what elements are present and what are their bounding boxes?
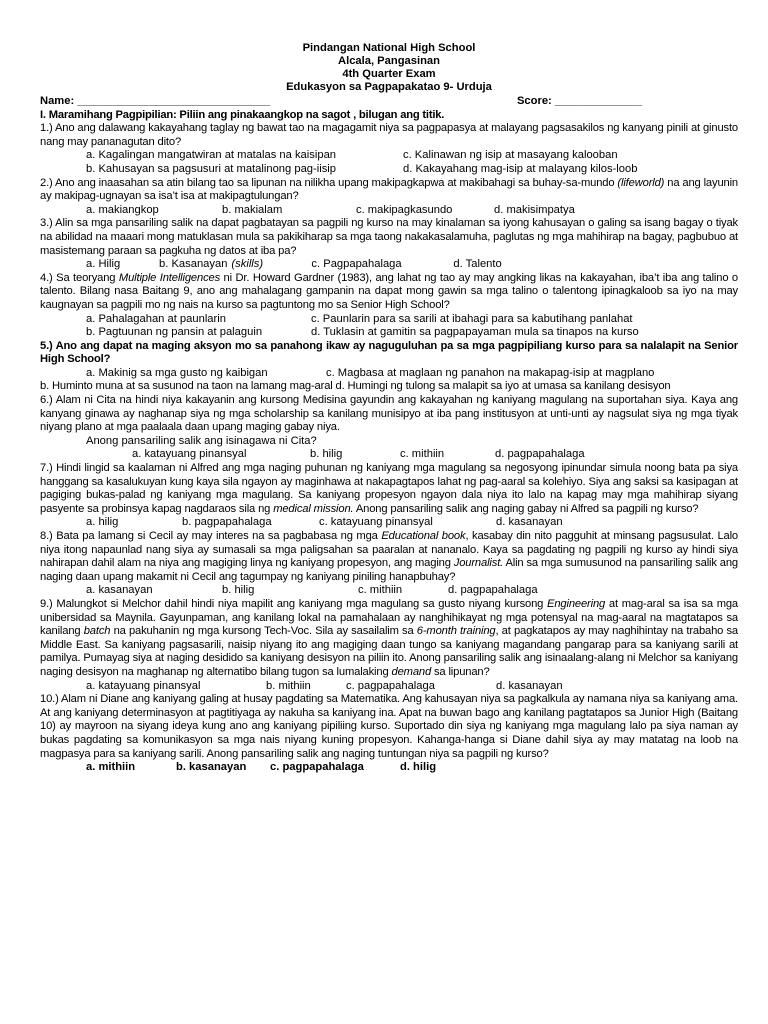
choice: b. Kahusayan sa pagsusuri at matalinong pag-iisip <box>86 162 337 175</box>
question-text: , kasabay din nito pagguhit at minsang pagsusulat. Lalo niya itong napaunlad nang siya ay sumasali sa mga paligsahan sa paaralan at nananalo. Kaya sa pagdating ng pagpili ng kurso ay hindi siya nahirapan dahil alam na niya ang magiging linya ng kaniyang propesyon, ang maging <box>40 530 738 570</box>
choice: a. hilig <box>86 516 119 529</box>
question-10-choices <box>40 761 738 775</box>
exam-header <box>40 42 738 94</box>
choice: d. Tuklasin at gamitin sa pagpapayaman mula sa tinapos na kurso <box>311 326 639 339</box>
choice: a. kasanayan <box>86 584 153 597</box>
question-4-choices <box>40 313 738 340</box>
score-field: Score: ______________ <box>516 95 642 107</box>
question-5-choices <box>40 367 738 381</box>
question-1-choices <box>40 149 738 176</box>
choice: d. Kakayahang mag-isip at malayang kilos-loob <box>403 162 638 175</box>
directions: I. Maramihang Pagpipilian: Piliin ang pinakaangkop na sagot , bilugan ang titik. <box>40 108 445 121</box>
name-field: Name: _______________________________ <box>40 95 271 107</box>
question-2-choices <box>40 204 738 218</box>
question-emphasis: Educational book <box>381 530 466 542</box>
question-text: 4.) Sa teoryang <box>40 271 119 284</box>
question-text: 9.) Malungkot si Melchor dahil hindi niya mapilit ang kaniyang mga magulang sa gusto niyang kursong <box>40 597 548 610</box>
question-emphasis: Multiple Intelligences <box>118 271 221 284</box>
question-5: 5.) Ano ang dapat na maging aksyon mo sa panahong ikaw ay naguguluhan pa sa mga pagpipiliang kurso para sa nalalapit na Senior High School? <box>40 339 738 366</box>
choice: b. Pagtuunan ng pansin at palaguin <box>86 326 263 339</box>
question-6-choices <box>40 448 738 462</box>
choice: a. mithiin <box>86 761 136 774</box>
choice: b. pagpapahalaga <box>182 516 272 529</box>
choice: b. makialam <box>222 203 283 216</box>
choice: c. Magbasa at maglaan ng panahon na makapag-isip at magplano <box>326 366 655 379</box>
question-emphasis: Journalist. <box>453 557 504 570</box>
question-5-choice-line: b. Huminto muna at sa susunod na taon na lamang mag-aral d. Humingi ng tulong sa malapit sa iyo at umasa sa kanilang desisyon <box>40 380 671 393</box>
choice: b. mithiin <box>266 679 311 692</box>
question-text: na ang layunin ay makipag-ugnayan sa isa’t isa at makipagtulungan? <box>40 176 738 203</box>
question-3-choices <box>40 258 738 272</box>
name-score-row <box>40 95 738 109</box>
question-8 <box>40 530 738 584</box>
question-1: 1.) Ano ang dalawang kakayahang taglay ng bawat tao na magagamit niya sa pagpapasya at malayang pagsasakilos ng kanyang pinili at ginusto nang may pananagutan dito? <box>40 122 738 148</box>
choice: c. mithiin <box>400 448 445 461</box>
question-8-choices <box>40 584 738 598</box>
question-text: Anong pansariling salik ang naging gabay ni Alfred sa pagpili ng kurso? <box>353 502 699 515</box>
choice: a. katayuang pinansyal <box>86 679 201 692</box>
question-emphasis: medical mission. <box>273 502 354 515</box>
choice: b. hilig <box>222 584 255 597</box>
choice: b. Kasanayan <box>159 258 228 271</box>
question-text: at mag-aral sa isa sa mga unibersidad sa Maynila. Gayunpaman, ang kanilang lokal na pamahalaan ay nanghihikayat ng mga potensyal na mag-aaral na magtatapos sa kanilang <box>40 597 739 638</box>
question-10: 10.) Alam ni Diane ang kaniyang galing at husay pagdating sa Matematika. Ang kahusayan niya sa pagkalkula ay namana niya sa kaniyang ama. At ang kaniyang determinasyon at pagtitiyaga ay nakuha sa kaniyang ina. Apat na buwan bago ang kanilang pagtatapos sa Junior High (Baitang 10) ay mayroon na siyang ideya kung ano ang kaniyang pipiliing kurso. Suportado din siya ng kaniyang mga magulang lalo pa siya naman ay bukas pagdating sa komunikasyon sa mga nais niyang kuning propesyon. Kahanga-hanga si Diane dahil siya ay may matatag na loob na magpasya para sa kaniyang sarili. Anong pansariling salik ang naging tuntungan niya sa pagpili ng kurso? <box>40 693 738 760</box>
choice: c. pagpapahalaga <box>270 761 364 774</box>
choice: a. katayuang pinansyal <box>132 448 247 461</box>
choice: d. kasanayan <box>496 516 563 529</box>
choice: d. pagpapahalaga <box>448 584 538 597</box>
choice: c. Kalinawan ng isip at masayang kalooban <box>403 149 618 162</box>
choice: d. Talento <box>453 258 502 271</box>
question-text: Alin sa mga sumusunod na pansariling salik ang naging daan upang makamit ni Cecil ang tagumpay ng kaniyang piniling hanapbuhay? <box>40 557 738 583</box>
question-text: 7.) Hindi lingid sa kaalaman ni Alfred ang mga naging puhunan ng kaniyang mga magulang sa negosyong ipinundar simula noong bata pa siya hanggang sa kasalukuyan kung kaya sila ngayon ay maginhawa at nakapagtapos lahat ng pag-aaral sa kolehiyo. Siya ang saksi sa kasipagan at pagiging bukas-palad ng kaniyang mga magulang. Sa kaniyang propesyon ngayon dala niya ito lalo na kapag may mga mahihirap siyang pasyente sa probinsya kapag nagdaraos sila ng <box>40 462 738 515</box>
question-3: 3.) Alin sa mga pansariling salik na dapat pagbatayan sa pagpili ng kurso na may kinalaman sa iyong kahusayan o galing sa isang bagay o tiyak na abilidad na maaari mong matuklasan mula sa pakikiharap sa mga taong nakakasalamuha, paglutas ng mga mahihirap na bagay, pagbubuo at masistemang paraan sa pagkuha ng datos at iba pa? <box>40 217 738 257</box>
question-6-prompt: Anong pansariling salik ang isinagawa ni Cita? <box>86 434 317 447</box>
choice: b. hilig <box>310 448 343 461</box>
question-text: sa lipunan? <box>431 665 490 678</box>
question-4 <box>40 272 738 313</box>
question-text: 2.) Ano ang inaasahan sa atin bilang tao sa lipunan na nilikha upang makipagkapwa at makibahagi sa buhay-sa-mundo <box>40 176 618 189</box>
choice: b. kasanayan <box>176 761 247 774</box>
question-emphasis: (lifeworld) <box>617 176 665 189</box>
choice: c. mithiin <box>358 584 403 597</box>
school-name: Pindangan National High School <box>302 42 476 54</box>
choice: a. makiangkop <box>86 203 159 216</box>
choice: a. Pahalagahan at paunlarin <box>86 312 226 325</box>
question-7-choices <box>40 516 738 530</box>
choice-emphasis: (skills) <box>231 258 264 271</box>
choice: a. Kagalingan mangatwiran at matalas na kaisipan <box>86 149 337 162</box>
question-emphasis: batch <box>83 625 111 638</box>
question-2 <box>40 177 738 204</box>
choice: c. Paunlarin para sa sarili at ibahagi para sa kabutihang panlahat <box>311 312 633 325</box>
choice: c. makipagkasundo <box>356 203 453 216</box>
question-text: , at pagkatapos ay may naghihintay na trabaho sa Middle East. Sa kaniyang pagsasarili, naisip niyang ito ang magiging daan tungo sa kaniyang magandang pangarap para sa kaniyang sarili at pamilya. Pumayag siya at naging desidido sa kaniyang desisyon na piliin ito. Anong pansariling salik ang isinaalang-alang ni Melchor sa kaniyang naging desisyon na maghanap ng alternatibo bilang tugon sa lumalaking <box>40 625 739 678</box>
question-text: na pakuhanin ng mga kursong Tech-Voc. Sila ay sasailalim sa <box>110 625 417 638</box>
choice: d. kasanayan <box>496 679 563 692</box>
question-9 <box>40 598 738 680</box>
choice: c. Pagpapahalaga <box>311 258 402 271</box>
subject-title: Edukasyon sa Pagpapakatao 9- Urduja <box>286 81 492 93</box>
exam-title: 4th Quarter Exam <box>342 68 436 80</box>
question-text: 8.) Bata pa lamang si Cecil ay may interes na sa pagbabasa ng mga <box>40 530 382 542</box>
choice: d. makisimpatya <box>494 203 575 216</box>
choice: c. pagpapahalaga <box>346 679 435 692</box>
question-7 <box>40 462 738 516</box>
question-6: 6.) Alam ni Cita na hindi niya kakayanin ang kursong Medisina gayundin ang kakayahan ng kaniyang magulang na suportahan siya. Kaya ang kanyang ginawa ay naghanap siya ng mga scholarship sa kanilang munisipyo at iba pang institusyon at unti-unti ay nagsulat siya ng mga tiyak niyang plano at mga paalaala daan upang maging gabay niya. <box>40 394 738 434</box>
choice: a. Makinig sa mga gusto ng kaibigan <box>86 366 268 379</box>
choice: a. Hilig <box>86 258 121 271</box>
question-emphasis: Engineering <box>547 597 606 610</box>
choice: d. pagpapahalaga <box>495 448 585 461</box>
choice: c. katayuang pinansyal <box>319 516 433 529</box>
school-location: Alcala, Pangasinan <box>338 55 440 67</box>
question-emphasis: 6-month training <box>416 625 496 638</box>
question-text: ni Dr. Howard Gardner (1983), ang lahat ng tao ay may angking likas na kakayahan, iba’t iba ang talino o talento. Bilang nasa Baitang 9, ano ang mahalagang gampanin na dapat mong gawin sa mga talino o talentong ipinagkaloob sa iyo na may kaugnayan sa pagpili mo ng nais na kurso sa pagtuntong mo sa Senior High School? <box>40 271 738 311</box>
question-emphasis: demand <box>391 665 432 678</box>
question-9-choices <box>40 680 738 694</box>
choice: d. hilig <box>400 761 437 774</box>
